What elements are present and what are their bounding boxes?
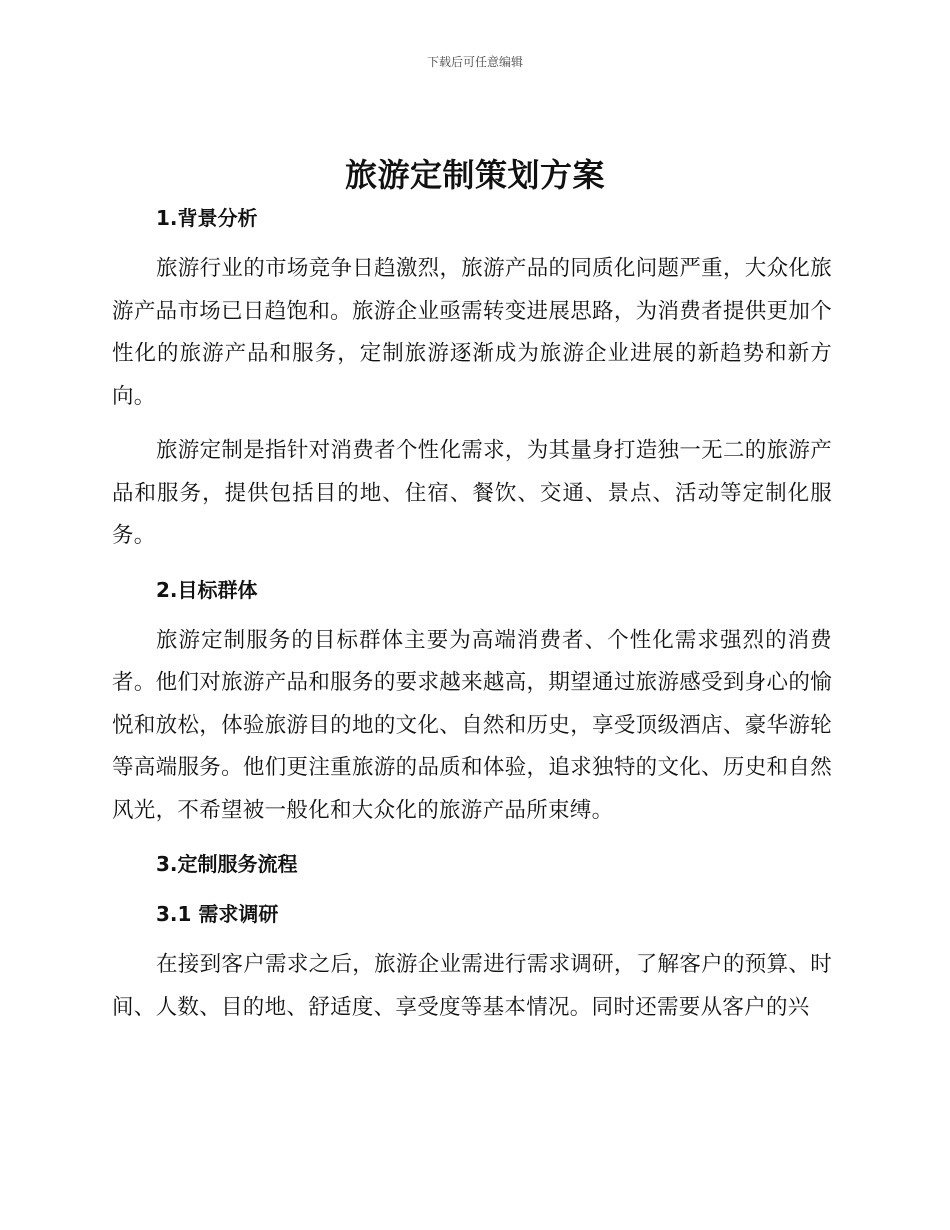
document-body xyxy=(112,198,832,1041)
section-heading-service-process: 3.定制服务流程 xyxy=(156,852,298,876)
paragraph-target-group: 旅游定制服务的目标群体主要为高端消费者、个性化需求强烈的消费者。他们对旅游产品和服务的要求越来越高，期望通过旅游感受到身心的愉悦和放松，体验旅游目的地的文化、自然和历史，享受顶级酒店、豪华游轮等高端服务。他们更注重旅游的品质和体验，追求独特的文化、历史和自然风光，不希望被一般化和大众化的旅游产品所束缚。 xyxy=(112,627,832,823)
paragraph-background-2: 旅游定制是指针对消费者个性化需求，为其量身打造独一无二的旅游产品和服务，提供包括目的地、住宿、餐饮、交通、景点、活动等定制化服务。 xyxy=(112,438,832,548)
paragraph-needs-research: 在接到客户需求之后，旅游企业需进行需求调研，了解客户的预算、时间、人数、目的地、舒适度、享受度等基本情况。同时还需要从客户的兴 xyxy=(112,952,832,1020)
page-header-note: 下载后可任意编辑 xyxy=(426,55,523,69)
paragraph-background-1: 旅游行业的市场竞争日趋激烈，旅游产品的同质化问题严重，大众化旅游产品市场已日趋饱和。旅游企业亟需转变进展思路，为消费者提供更加个性化的旅游产品和服务，定制旅游逐渐成为旅游企业进展的新趋势和新方向。 xyxy=(112,256,832,409)
subsection-heading-needs-research: 3.1 需求调研 xyxy=(156,902,279,926)
document-title: 旅游定制策划方案 xyxy=(344,156,605,194)
section-heading-target-group: 2.目标群体 xyxy=(156,577,258,602)
section-heading-background: 1.背景分析 xyxy=(156,206,258,230)
